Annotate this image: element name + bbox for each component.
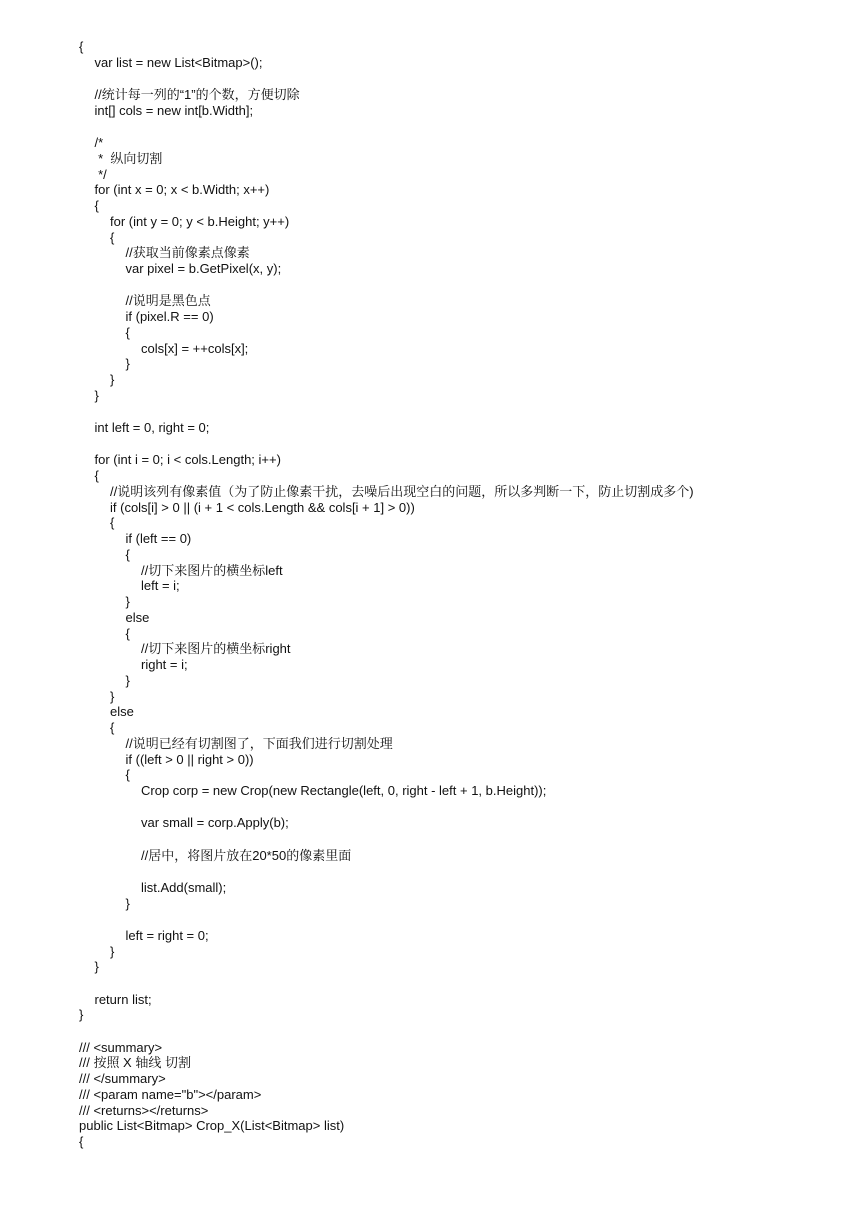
code-comment-line: //居中，将图片放在20*50的像素里面 [141, 847, 352, 863]
code-line: */ [94, 166, 107, 182]
code-line: for (int i = 0; i < cols.Length; i++) [94, 452, 281, 468]
code-line: * 纵向切割 [94, 150, 163, 166]
code-comment-line: //统计每一列的“1”的个数，方便切除 [94, 87, 300, 102]
code-line: { [110, 720, 115, 735]
code-line: int[] cols = new int[b.Width]; [94, 102, 254, 118]
code-comment-line: //说明已经有切割图了，下面我们进行切割处理 [125, 735, 393, 751]
code-line: var pixel = b.GetPixel(x, y); [125, 261, 282, 276]
code-line: } [94, 959, 99, 975]
code-line: else [125, 609, 150, 625]
code-line: else [110, 704, 134, 720]
code-line: } [94, 387, 99, 403]
code-line: } [110, 372, 115, 387]
code-line: for (int x = 0; x < b.Width; x++) [94, 182, 270, 198]
code-comment-line: //获取当前像素点像素 [125, 245, 250, 261]
code-line: int left = 0, right = 0; [94, 420, 210, 435]
code-comment-line: /// <summary> [79, 1039, 163, 1055]
code-line: { [125, 324, 130, 340]
code-line: { [79, 39, 84, 54]
code-line: { [110, 229, 115, 245]
code-line: right = i; [141, 657, 188, 672]
code-line: } [125, 594, 130, 609]
code-line: public List<Bitmap> Crop_X(List<Bitmap> list) [79, 1118, 345, 1134]
code-line: } [125, 895, 130, 911]
code-line: { [125, 546, 130, 562]
code-line: if (left == 0) [125, 531, 192, 546]
code-comment-line: //说明是黑色点 [125, 293, 211, 309]
code-line: { [79, 1134, 84, 1149]
code-line: var small = corp.Apply(b); [141, 815, 289, 831]
code-line: { [125, 767, 130, 783]
code-line: } [125, 356, 130, 372]
code-line: } [110, 688, 115, 704]
code-comment-line: /// <param name="b"></param> [79, 1086, 262, 1102]
code-comment-line: /// <returns></returns> [79, 1102, 209, 1118]
code-line: { [110, 515, 115, 531]
code-line: { [94, 198, 99, 213]
code-line: if (pixel.R == 0) [125, 309, 214, 324]
code-line: cols[x] = ++cols[x]; [141, 340, 249, 356]
code-line: left = right = 0; [125, 927, 209, 943]
code-line: if ((left > 0 || right > 0)) [125, 751, 254, 767]
code-line: { [94, 468, 99, 483]
code-line: } [110, 943, 115, 959]
code-comment-line: /* [94, 135, 104, 150]
code-comment-line: //说明该列有像素值（为了防止像素干扰，去噪后出现空白的问题，所以多判断一下，防止切割成多个) [110, 483, 694, 499]
code-line: list.Add(small); [141, 879, 227, 895]
code-line: Crop corp = new Crop(new Rectangle(left, 0, right - left + 1, b.Height)); [141, 783, 547, 798]
code-line: var list = new List<Bitmap>(); [94, 54, 263, 70]
code-line: for (int y = 0; y < b.Height; y++) [110, 213, 290, 229]
code-line: left = i; [141, 578, 180, 594]
code-line: } [79, 1007, 84, 1023]
code-comment-line: /// </summary> [79, 1071, 166, 1086]
code-line: return list; [94, 991, 152, 1007]
code-line: } [125, 672, 130, 688]
code-comment-line: /// 按照 X 轴线 切割 [79, 1055, 191, 1071]
code-comment-line: //切下来图片的横坐标left [141, 562, 283, 578]
code-line: { [125, 625, 130, 641]
code-comment-line: //切下来图片的横坐标right [141, 641, 291, 657]
code-line: if (cols[i] > 0 || (i + 1 < cols.Length && cols[i + 1] > 0)) [110, 499, 415, 515]
